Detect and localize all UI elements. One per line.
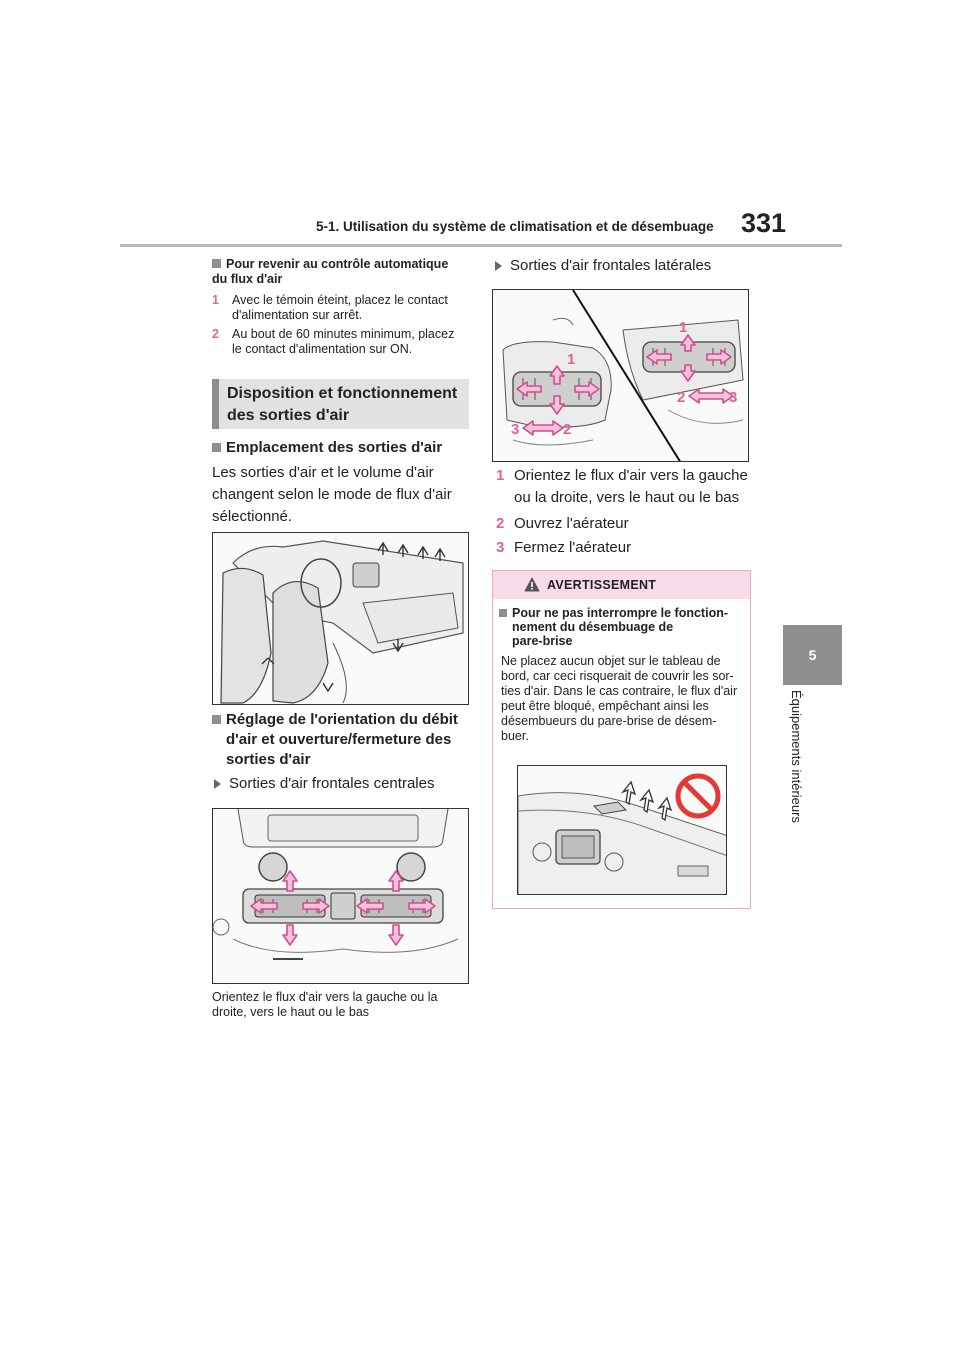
diagram-label-3-left: 3	[511, 421, 520, 438]
central-vents-drawing	[213, 809, 469, 984]
interior-vents-illustration	[212, 532, 469, 705]
square-bullet-icon	[212, 443, 221, 452]
triangle-bullet-icon	[495, 261, 502, 271]
triangle-bullet-icon	[214, 779, 221, 789]
car-interior-drawing	[213, 533, 469, 705]
diagram-label-2-left: 2	[563, 421, 572, 438]
warning-title: AVERTISSEMENT	[547, 578, 657, 592]
auto-step-2: 2 Au bout de 60 minutes minimum, placez le contact d'alimentation sur ON.	[212, 327, 455, 356]
auto-control-heading: Pour revenir au contrôle automatique du flux d'air	[212, 257, 449, 286]
placement-heading: Emplacement des sorties d'air	[212, 438, 472, 458]
warning-box	[492, 570, 751, 909]
auto-step-1: 1 Avec le témoin éteint, placez le contact d'alimentation sur arrêt.	[212, 293, 448, 322]
diagram-label-1-left: 1	[567, 351, 576, 368]
lateral-vents-label: Sorties d'air frontales latérales	[495, 255, 755, 277]
adjustment-heading: Réglage de l'orientation du débit d'air et ouverture/fermeture des sorties d'air	[212, 710, 472, 770]
warning-header	[493, 571, 750, 599]
section-header-title: 5-1. Utilisation du système de climatisation et de désembuage	[316, 219, 714, 234]
lateral-step-2: 2 Ouvrez l'aérateur	[496, 515, 629, 532]
central-vents-caption: Orientez le flux d'air vers la gauche ou la droite, vers le haut ou le bas	[212, 990, 438, 1019]
lateral-vents-illustration	[492, 289, 749, 462]
warning-triangle-icon	[524, 577, 540, 592]
lateral-step-1: 1 Orientez le flux d'air vers la gauche ou la droite, vers le haut ou le bas	[496, 467, 748, 506]
diagram-label-1-right: 1	[679, 319, 688, 336]
square-bullet-icon	[499, 609, 507, 617]
diagram-label-3-right: 3	[729, 389, 738, 406]
dashboard-warning-illustration	[517, 765, 727, 895]
warning-subheading: Pour ne pas interrompre le fonction- nement du désembuage de pare-brise	[499, 606, 744, 648]
lateral-vents-drawing	[493, 290, 749, 462]
chapter-tab: 5	[783, 625, 842, 685]
prohibition-icon	[674, 772, 722, 820]
chapter-label: Équipements intérieurs	[789, 690, 804, 823]
header-rule	[120, 244, 842, 247]
warning-text: Ne placez aucun objet sur le tableau de bord, car ceci risquerait de couvrir les sor- ties d'air. Dans le cas contraire, le flux d'air peut être bloqué, empêchant ainsi les désembueurs du pare-brise de désem- buer.	[501, 654, 738, 743]
square-bullet-icon	[212, 259, 221, 268]
placement-body: Les sorties d'air et le volume d'air changent selon le mode de flux d'air sélectionné.	[212, 464, 452, 525]
diagram-label-2-right: 2	[677, 389, 686, 406]
page-number: 331	[741, 208, 787, 238]
central-vents-label: Sorties d'air frontales centrales	[214, 773, 474, 795]
lateral-step-3: 3 Fermez l'aérateur	[496, 539, 632, 556]
square-bullet-icon	[212, 715, 221, 724]
central-vents-illustration	[212, 808, 469, 984]
section-heading-box: Disposition et fonctionnement des sorties d'air	[212, 379, 469, 429]
